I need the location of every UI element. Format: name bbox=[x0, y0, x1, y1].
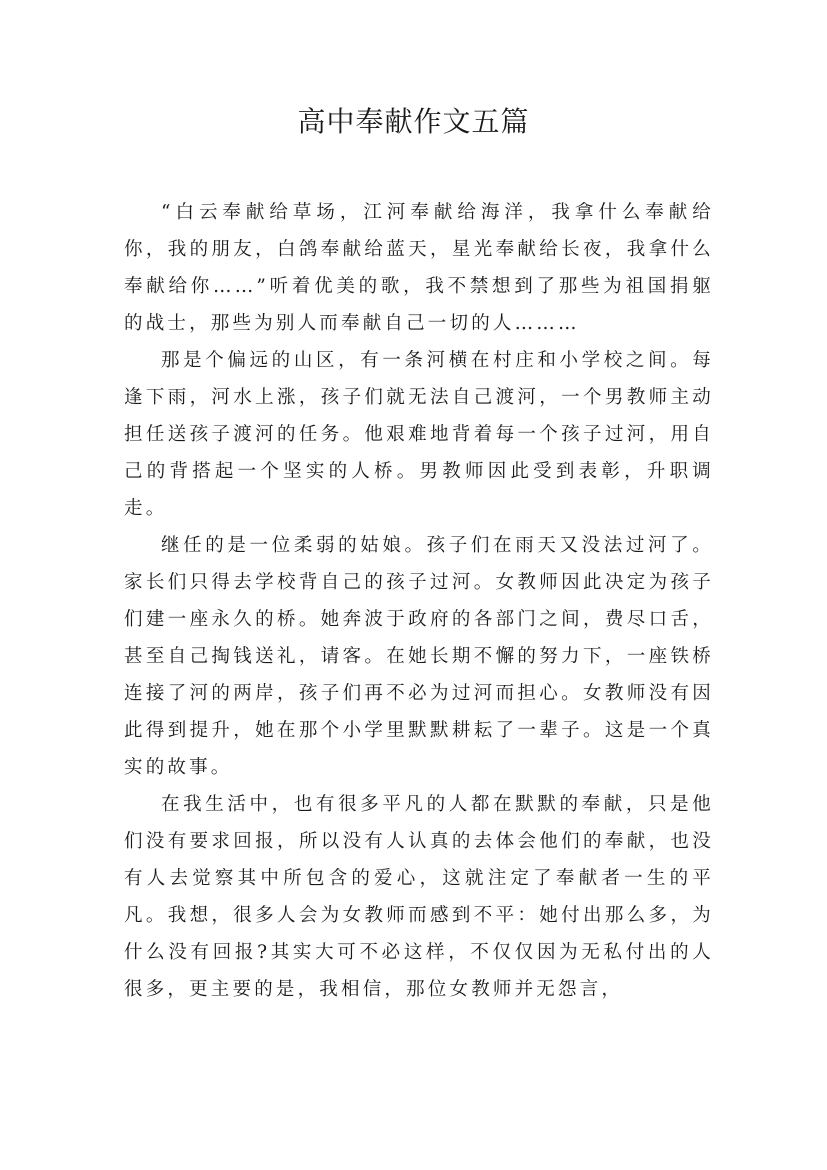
paragraph-2: 那是个偏远的山区，有一条河横在村庄和小学校之间。每逢下雨，河水上涨，孩子们就无法自己渡河，一个男教师主动担任送孩子渡河的任务。他艰难地背着每一个孩子过河，用自己的背搭起一个坚实的人桥。男教师因此受到表彰，升职调走。 bbox=[124, 350, 714, 519]
paragraph-4: 在我生活中，也有很多平凡的人都在默默的奉献，只是他们没有要求回报，所以没有人认真的去体会他们的奉献，也没有人去觉察其中所包含的爱心，这就注定了奉献者一生的平凡。我想，很多人会为女教师而感到不平：她付出那么多，为什么没有回报?其实大可不必这样，不仅仅因为无私付出的人很多，更主要的是，我相信，那位女教师并无怨言， bbox=[124, 794, 714, 1000]
document-title: 高中奉献作文五篇 bbox=[297, 105, 530, 138]
document-body bbox=[124, 194, 714, 1008]
paragraph-1: “白云奉献给草场，江河奉献给海洋，我拿什么奉献给你，我的朋友，白鸽奉献给蓝天，星光奉献给长夜，我拿什么奉献给你……”听着优美的歌，我不禁想到了那些为祖国捐躯的战士，那些为别人而奉献自己一切的人……… bbox=[124, 202, 714, 334]
paragraph-3: 继任的是一位柔弱的姑娘。孩子们在雨天又没法过河了。家长们只得去学校背自己的孩子过河。女教师因此决定为孩子们建一座永久的桥。她奔波于政府的各部门之间，费尽口舌，甚至自己掏钱送礼，请客。在她长期不懈的努力下，一座铁桥连接了河的两岸，孩子们再不必为过河而担心。女教师没有因此得到提升，她在那个小学里默默耕耘了一辈子。这是一个真实的故事。 bbox=[124, 535, 714, 778]
